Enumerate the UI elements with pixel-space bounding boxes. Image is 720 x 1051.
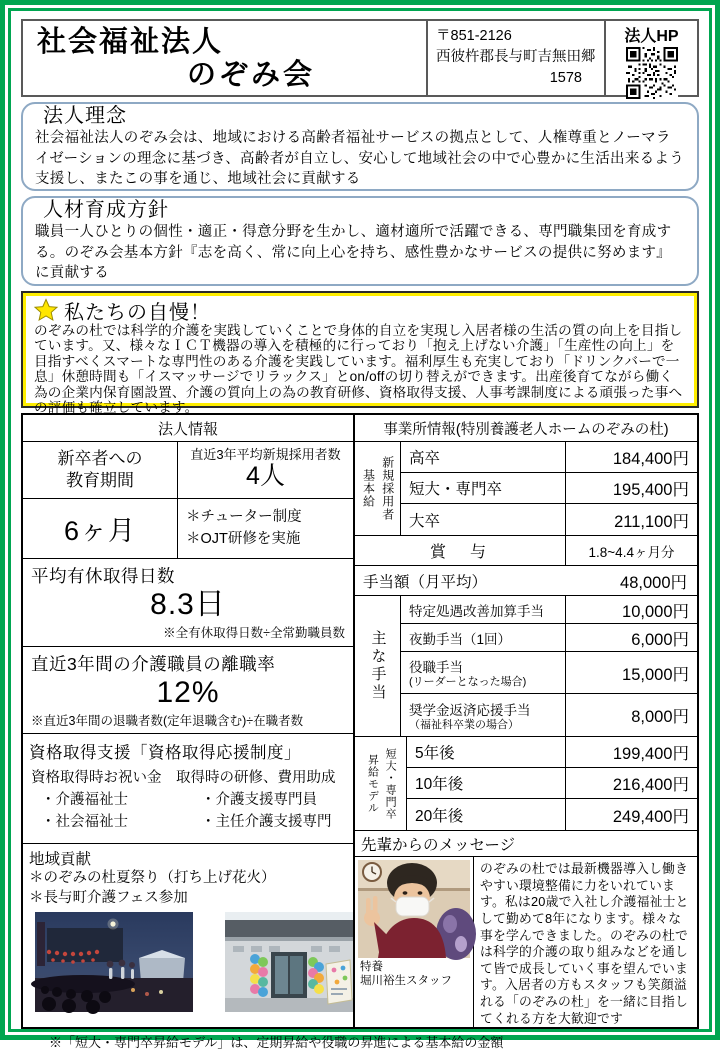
summer-festival-photo: [35, 912, 193, 1012]
raise-model-row: 5年後 199,400円: [407, 737, 697, 768]
corp-info-header: 法人情報: [23, 415, 353, 442]
org-type: 社会福祉法人: [37, 26, 224, 58]
allowance-total-row: [355, 566, 697, 596]
recruits-cell: [178, 442, 353, 498]
education-note: ＊OJT研修を実施: [186, 530, 301, 547]
hp-label: 法人HP: [624, 28, 679, 45]
allowance-total-value: 48,000円: [620, 573, 687, 592]
message-block: [355, 857, 697, 1027]
raise-model-vertical-label: 短大・専門卒 昇給モデル: [355, 737, 407, 830]
community-title: 地域貢献: [29, 851, 92, 868]
raise-model-block: [355, 737, 697, 831]
address-line2: 1578: [549, 70, 582, 87]
page-inner-border: [8, 8, 712, 1051]
paid-leave-note: ※全有休取得日数÷全常勤職員数: [163, 625, 345, 640]
message-header: 先輩からのメッセージ: [355, 831, 697, 857]
recruits-value: 4人: [246, 462, 285, 490]
pride-box-inner: [23, 293, 697, 416]
philosophy-box: [21, 102, 699, 191]
allowance-row: 夜勤手当（1回） 6,000円: [401, 624, 697, 652]
allowance-total-label: 手当額（月平均）: [363, 573, 488, 591]
base-pay-vertical-label: 新規採用者 基本給: [355, 442, 401, 535]
philosophy-title: 法人理念: [43, 105, 127, 127]
community-block: [23, 844, 353, 1027]
turnover-value: 12%: [156, 676, 220, 709]
education-period-label: 新卒者への 教育期間: [23, 442, 178, 498]
base-pay-row: 高卒 184,400円: [401, 442, 697, 473]
qualification-title: 資格取得支援「資格取得応援制度」: [29, 744, 301, 762]
message-body: のぞみの杜では最新機器導入し働きやすい環境整備に力をいれています。私は20歳で入社し介護福祉士として勤めて8年になります。様々な事を学んできました。のぞみの杜では科学的介護の取り組みなどを通して皆で成長していく事を望んでいます。入居者の方もスタッフも笑顔溢れる「のぞみの杜」を一緒に目指してくれる方を大歓迎です: [480, 861, 689, 1026]
paid-leave-value: 8.3日: [150, 588, 226, 621]
qualification-item: ・介護支援専門員: [201, 792, 317, 808]
paid-leave-label: 平均有休取得日数: [31, 566, 175, 586]
hp-block: [604, 21, 697, 95]
bonus-label: 賞 与: [429, 544, 490, 561]
hr-policy-body: 職員一人ひとりの個性・適正・得意分野を生かし、適材適所で活躍できる、専門職集団を育成する。のぞみ会基本方針『志を高く、常に向上心を持ち、感性豊かなサービスの提供に努めます』に貢献する: [35, 224, 672, 282]
allowance-row: 特定処遇改善加算手当 10,000円: [401, 596, 697, 624]
raise-model-row: 10年後 216,400円: [407, 768, 697, 799]
base-pay-block: [355, 442, 697, 536]
staff-photo-caption: 堀川裕生スタッフ: [360, 975, 452, 988]
qualification-item: ・主任介護支援専門: [201, 813, 332, 830]
hr-policy-box: [21, 196, 699, 286]
staff-photo: [358, 860, 470, 958]
qualification-item: ・社会福祉士: [41, 813, 128, 830]
address-block: [426, 21, 604, 95]
qualification-block: [23, 734, 353, 844]
corp-info-column: [23, 415, 355, 1027]
education-notes: [178, 499, 353, 558]
raise-model-row: 20年後 249,400円: [407, 799, 697, 830]
pride-body: のぞみの杜では科学的介護を実践していくことで身体的自立を実現し入居者様の生活の質の向上を目指しています。又、様々なＩＣＴ機器の導入を積極的に行っており「抱え上げない介護」「生産性の向上」を目指すべくスマートな専門性のある介護を実践しています。福利厚生も充実しており「ドリンクバーで一息」休憩時間も「イスマッサージでリラックス」とon/offの切り替えができます。出産後育てながら働く為の企業内保育園設置、介護の質向上の為の教育研修、資格取得支援、人事考課制度による頑張った事への評価も確立しています。: [34, 323, 683, 416]
pride-box: [21, 291, 699, 416]
bonus-value: 1.8~4.4ヶ月分: [565, 536, 697, 565]
org-title-block: [23, 21, 426, 95]
allowances-vertical-label: 主な手当: [355, 596, 401, 736]
turnover-note: ※直近3年間の退職者数(定年退職含む)÷在職者数: [31, 713, 304, 728]
qr-code-icon: [626, 47, 678, 99]
staff-photo-cell: [355, 857, 474, 1027]
hr-policy-title: 人材育成方針: [43, 199, 169, 221]
recruits-row: [23, 442, 353, 499]
star-icon: [34, 298, 58, 322]
care-fes-photo: [225, 912, 353, 1012]
pride-title: 私たちの自慢！: [64, 301, 211, 324]
base-pay-row: 大卒 211,100円: [401, 504, 697, 535]
turnover-label: 直近3年間の介護職員の離職率: [31, 654, 276, 674]
qualification-item: ・介護福祉士: [41, 792, 128, 808]
info-table: [21, 413, 699, 1029]
header-box: [21, 19, 699, 97]
org-name: のぞみ会: [187, 58, 316, 91]
qualification-subtitle: 資格取得時お祝い金 取得時の研修、費用助成: [31, 770, 336, 786]
allowance-row: 役職手当 (リーダーとなった場合) 15,000円: [401, 652, 697, 694]
allowances-block: [355, 596, 697, 737]
education-note: ＊チューター制度: [186, 509, 302, 526]
community-item: ＊長与町介護フェス参加: [29, 889, 188, 906]
office-info-header: 事業所情報(特別養護老人ホームのぞみの杜): [355, 415, 697, 442]
office-info-column: [355, 415, 697, 1027]
bonus-row: [355, 536, 697, 566]
community-item: ＊のぞみの杜夏祭り（打ち上げ花火）: [29, 870, 276, 886]
staff-photo-caption: 特養: [360, 961, 383, 973]
allowance-row: 奨学金返済応援手当 （福祉科卒業の場合） 8,000円: [401, 694, 697, 736]
education-row: [23, 499, 353, 559]
base-pay-row: 短大・専門卒 195,400円: [401, 473, 697, 504]
address-line1: 西彼杵郡長与町吉無田郷: [436, 49, 596, 66]
postal-code: 〒851-2126: [436, 28, 512, 44]
turnover-block: [23, 647, 353, 734]
qualification-items: [29, 790, 347, 834]
paid-leave-block: [23, 559, 353, 647]
education-value: 6ヶ月: [23, 499, 178, 558]
footer-note: ※「短大・専門卒昇給モデル」は、定期昇給や役職の昇進による基本給の金額: [49, 1035, 504, 1051]
recruits-caption: 直近3年平均新規採用者数: [190, 447, 341, 462]
philosophy-body: 社会福祉法人のぞみ会は、地域における高齢者福祉サービスの拠点として、人権尊重とノーマライゼーションの理念に基づき、高齢者が自立し、安心して地域社会の中で心豊かに生活出来るよう支援し、またこの事を通じ、地域社会に貢献する: [35, 130, 685, 188]
